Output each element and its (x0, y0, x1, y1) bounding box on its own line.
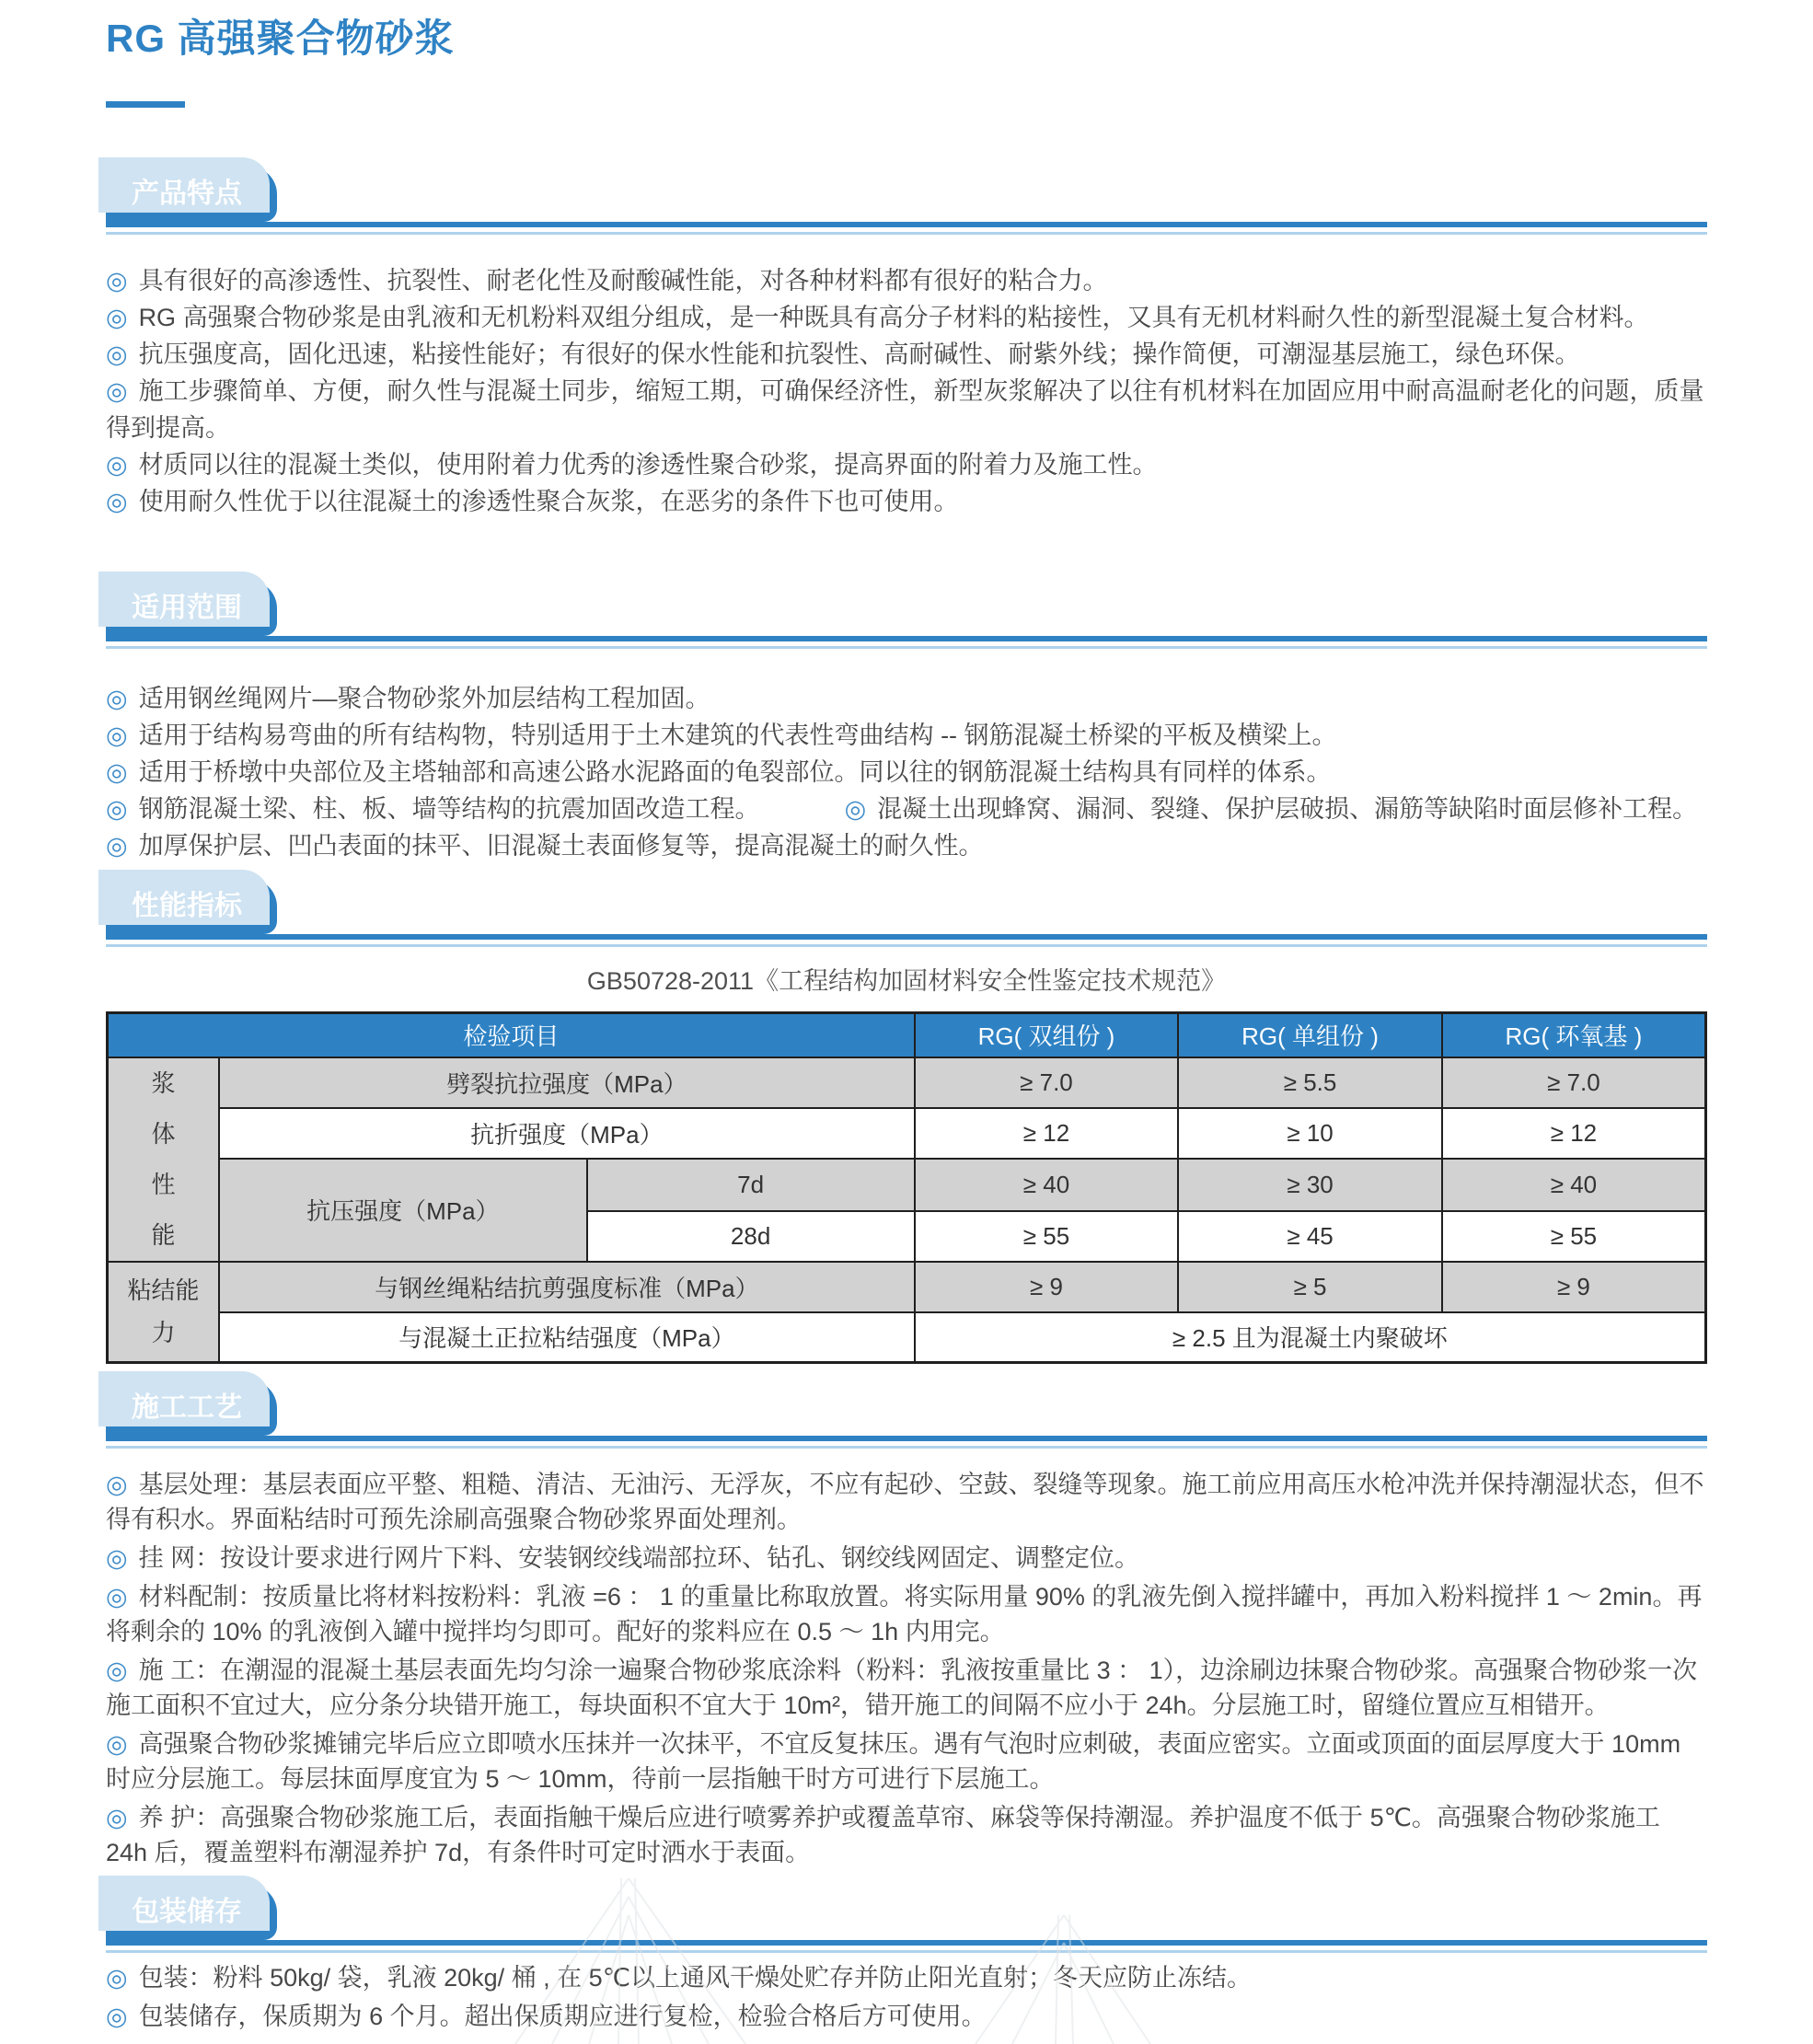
features-list (106, 262, 1707, 520)
col-test-item: 检验项目 (108, 1013, 915, 1057)
feature-item (106, 336, 1707, 373)
performance-heading: 性能指标 (132, 891, 242, 921)
features-badge (106, 167, 277, 222)
process-item (106, 1467, 1707, 1537)
process-item (106, 1800, 1707, 1870)
value-cell: ≥ 9 (915, 1262, 1179, 1312)
bullet-icon: ◎ (106, 832, 128, 860)
process-item (106, 1726, 1707, 1796)
bullet-icon: ◎ (106, 1964, 128, 1992)
feature-text: 施工步骤简单、方便，耐久性与混凝土同步，缩短工期，可确保经济性，新型灰浆解决了以往有机材料在加固应用中耐高温耐老化的问题，质量得到提高。 (106, 377, 1704, 442)
value-cell: ≥ 55 (915, 1211, 1179, 1262)
value-cell: ≥ 30 (1178, 1159, 1442, 1211)
bullet-icon: ◎ (106, 377, 128, 405)
feature-item (106, 373, 1707, 446)
group-label-bonding: 粘结能力 (108, 1262, 220, 1363)
table-row (108, 1108, 1706, 1159)
bullet-icon: ◎ (106, 267, 128, 294)
bullet-icon: ◎ (106, 1544, 128, 1572)
table-caption: GB50728-2011《工程结构加固材料安全性鉴定技术规范》 (586, 967, 1227, 995)
table-row (108, 1262, 1706, 1312)
scope-list (106, 680, 1707, 864)
value-cell: ≥ 40 (1442, 1159, 1706, 1211)
section-header-scope (106, 581, 1707, 641)
bullet-icon: ◎ (106, 685, 128, 712)
sub-label-28d: 28d (587, 1211, 915, 1262)
value-cell: ≥ 12 (915, 1108, 1179, 1159)
scope-text: 钢筋混凝土梁、柱、板、墙等结构的抗震加固改造工程。 (138, 795, 760, 823)
process-text: 养 护：高强聚合物砂浆施工后，表面指触干燥后应进行喷雾养护或覆盖草帘、麻袋等保持潮湿。养护温度不低于 5℃。高强聚合物砂浆施工 24h 后，覆盖塑料布潮湿养护 7d，有条件时可定时洒水于表面。 (106, 1804, 1660, 1866)
section-header-storage (106, 1885, 1707, 1946)
bullet-icon: ◎ (106, 341, 128, 368)
section-header-process (106, 1380, 1707, 1441)
section-header-performance (106, 879, 1707, 940)
storage-item (106, 1999, 1707, 2034)
value-cell: ≥ 7.0 (915, 1057, 1179, 1108)
scope-item (106, 717, 1707, 754)
row-label: 劈裂抗拉强度（MPa） (219, 1057, 915, 1108)
feature-text: RG 高强聚合物砂浆是由乳液和无机粉料双组分组成，是一种既具有高分子材料的粘接性，又具有无机材料耐久性的新型混凝土复合材料。 (138, 304, 1649, 331)
features-heading: 产品特点 (132, 179, 242, 209)
scope-item (106, 754, 1707, 791)
process-text: 挂 网：按设计要求进行网片下料、安装钢绞线端部拉环、钻孔、钢绞线网固定、调整定位。 (138, 1544, 1140, 1572)
bullet-icon: ◎ (106, 488, 128, 515)
performance-table (106, 1011, 1707, 1364)
scope-item (106, 827, 1707, 864)
value-cell: ≥ 7.0 (1442, 1057, 1706, 1108)
scope-text: 适用于桥墩中央部位及主塔轴部和高速公路水泥路面的龟裂部位。同以往的钢筋混凝土结构具有同样的体系。 (138, 758, 1332, 786)
col-rg-epoxy: RG( 环氧基 ) (1442, 1013, 1706, 1057)
process-badge (106, 1380, 277, 1436)
section-header-features (106, 167, 1707, 227)
storage-item (106, 1960, 1707, 1995)
process-text: 基层处理：基层表面应平整、粗糙、清洁、无油污、无浮灰，不应有起砂、空鼓、裂缝等现象。施工前应用高压水枪冲洗并保持潮湿状态，但不得有积水。界面粘结时可预先涂刷高强聚合物砂浆界面处理剂。 (106, 1471, 1704, 1533)
storage-heading: 包装储存 (132, 1897, 242, 1927)
table-row (108, 1057, 1706, 1108)
process-text: 施 工：在潮湿的混凝土基层表面先均匀涂一遍聚合物砂浆底涂料（粉料：乳液按重量比 3 ： 1），边涂刷边抹聚合物砂浆。高强聚合物砂浆一次施工面积不宜过大，应分条分块错开施工，每块面积不宜大于 10m²，错开施工的间隔不应小于 24h。分层施工时，留缝位置应互相错开。 (106, 1657, 1698, 1719)
process-heading: 施工工艺 (132, 1392, 242, 1423)
bullet-icon: ◎ (106, 1657, 128, 1684)
table-row (108, 1312, 1706, 1363)
process-text: 高强聚合物砂浆摊铺完毕后应立即喷水压抹并一次抹平，不宜反复抹压。遇有气泡时应刺破，表面应密实。立面或顶面的面层厚度大于 10mm 时应分层施工。每层抹面厚度宜为 5 ～ 10mm，待前一层指触干时方可进行下层施工。 (106, 1730, 1681, 1793)
feature-text: 具有很好的高渗透性、抗裂性、耐老化性及耐酸碱性能，对各种材料都有很好的粘合力。 (138, 267, 1108, 294)
storage-badge (106, 1885, 277, 1940)
process-item (106, 1541, 1707, 1576)
row-label-compressive: 抗压强度（MPa） (219, 1159, 587, 1262)
feature-text: 抗压强度高，固化迅速，粘接性能好；有很好的保水性能和抗裂性、高耐碱性、耐紫外线；操作简便，可潮湿基层施工，绿色环保。 (138, 341, 1580, 368)
scope-item-pair (106, 791, 1707, 827)
col-rg-one-part: RG( 单组份 ) (1178, 1013, 1442, 1057)
performance-badge (106, 879, 277, 934)
feature-text: 材质同以往的混凝土类似，使用附着力优秀的渗透性聚合砂浆，提高界面的附着力及施工性。 (138, 451, 1158, 479)
table-row (108, 1159, 1706, 1211)
bullet-icon: ◎ (106, 1471, 128, 1498)
page-title: RG 高强聚合物砂浆 (106, 17, 455, 60)
bullet-icon: ◎ (106, 2003, 128, 2030)
scope-badge (106, 581, 277, 636)
scope-text: 混凝土出现蜂窝、漏洞、裂缝、保护层破损、漏筋等缺陷时面层修补工程。 (877, 795, 1698, 823)
row-label: 与混凝土正拉粘结强度（MPa） (219, 1312, 915, 1363)
storage-text: 包装储存，保质期为 6 个月。超出保质期应进行复检，检验合格后方可使用。 (138, 2003, 987, 2030)
process-text: 材料配制：按质量比将材料按粉料：乳液 =6 ： 1 的重量比称取放置。将实际用量 90% 的乳液先倒入搅拌罐中，再加入粉料搅拌 1 ～ 2min。再将剩余的 10% 的乳液倒入罐中搅拌均匀即可。配好的浆料应在 0.5 ～ 1h 内用完。 (106, 1583, 1703, 1646)
row-label: 抗折强度（MPa） (219, 1108, 915, 1159)
scope-text: 加厚保护层、凹凸表面的抹平、旧混凝土表面修复等，提高混凝土的耐久性。 (138, 832, 984, 860)
scope-text: 适用于结构易弯曲的所有结构物，特别适用于土木建筑的代表性弯曲结构 -- 钢筋混凝土桥梁的平板及横梁上。 (138, 722, 1337, 749)
value-cell: ≥ 45 (1178, 1211, 1442, 1262)
value-cell: ≥ 12 (1442, 1108, 1706, 1159)
group-label-slurry: 浆体性能 (108, 1057, 220, 1262)
scope-heading: 适用范围 (132, 593, 242, 623)
bullet-icon: ◎ (844, 795, 867, 823)
col-rg-two-part: RG( 双组份 ) (915, 1013, 1179, 1057)
bullet-icon: ◎ (106, 304, 128, 331)
sub-label-7d: 7d (587, 1159, 915, 1211)
table-header-row (108, 1013, 1706, 1057)
bullet-icon: ◎ (106, 1730, 128, 1758)
process-list (106, 1467, 1707, 1870)
bullet-icon: ◎ (106, 451, 128, 479)
value-cell: ≥ 5.5 (1178, 1057, 1442, 1108)
bullet-icon: ◎ (106, 1583, 128, 1611)
value-cell: ≥ 55 (1442, 1211, 1706, 1262)
feature-item (106, 262, 1707, 299)
value-cell: ≥ 10 (1178, 1108, 1442, 1159)
row-label: 与钢丝绳粘结抗剪强度标准（MPa） (219, 1262, 915, 1312)
value-cell: ≥ 9 (1442, 1262, 1706, 1312)
title-accent-dash (106, 101, 185, 108)
feature-item (106, 483, 1707, 520)
feature-item (106, 299, 1707, 336)
storage-list (106, 1960, 1707, 2034)
storage-text: 包装：粉料 50kg/ 袋，乳液 20kg/ 桶 , 在 5℃以上通风干燥处贮存并防止阳光直射；冬天应防止冻结。 (138, 1964, 1253, 1992)
bullet-icon: ◎ (106, 1804, 128, 1831)
scope-item (106, 680, 1707, 717)
value-cell-span: ≥ 2.5 且为混凝土内聚破坏 (915, 1312, 1706, 1363)
scope-text: 适用钢丝绳网片—聚合物砂浆外加层结构工程加固。 (138, 685, 710, 712)
value-cell: ≥ 5 (1178, 1262, 1442, 1312)
feature-item (106, 446, 1707, 483)
bullet-icon: ◎ (106, 722, 128, 749)
bullet-icon: ◎ (106, 758, 128, 786)
process-item (106, 1653, 1707, 1723)
value-cell: ≥ 40 (915, 1159, 1179, 1211)
process-item (106, 1579, 1707, 1649)
bullet-icon: ◎ (106, 795, 128, 823)
feature-text: 使用耐久性优于以往混凝土的渗透性聚合灰浆，在恶劣的条件下也可使用。 (138, 488, 959, 515)
